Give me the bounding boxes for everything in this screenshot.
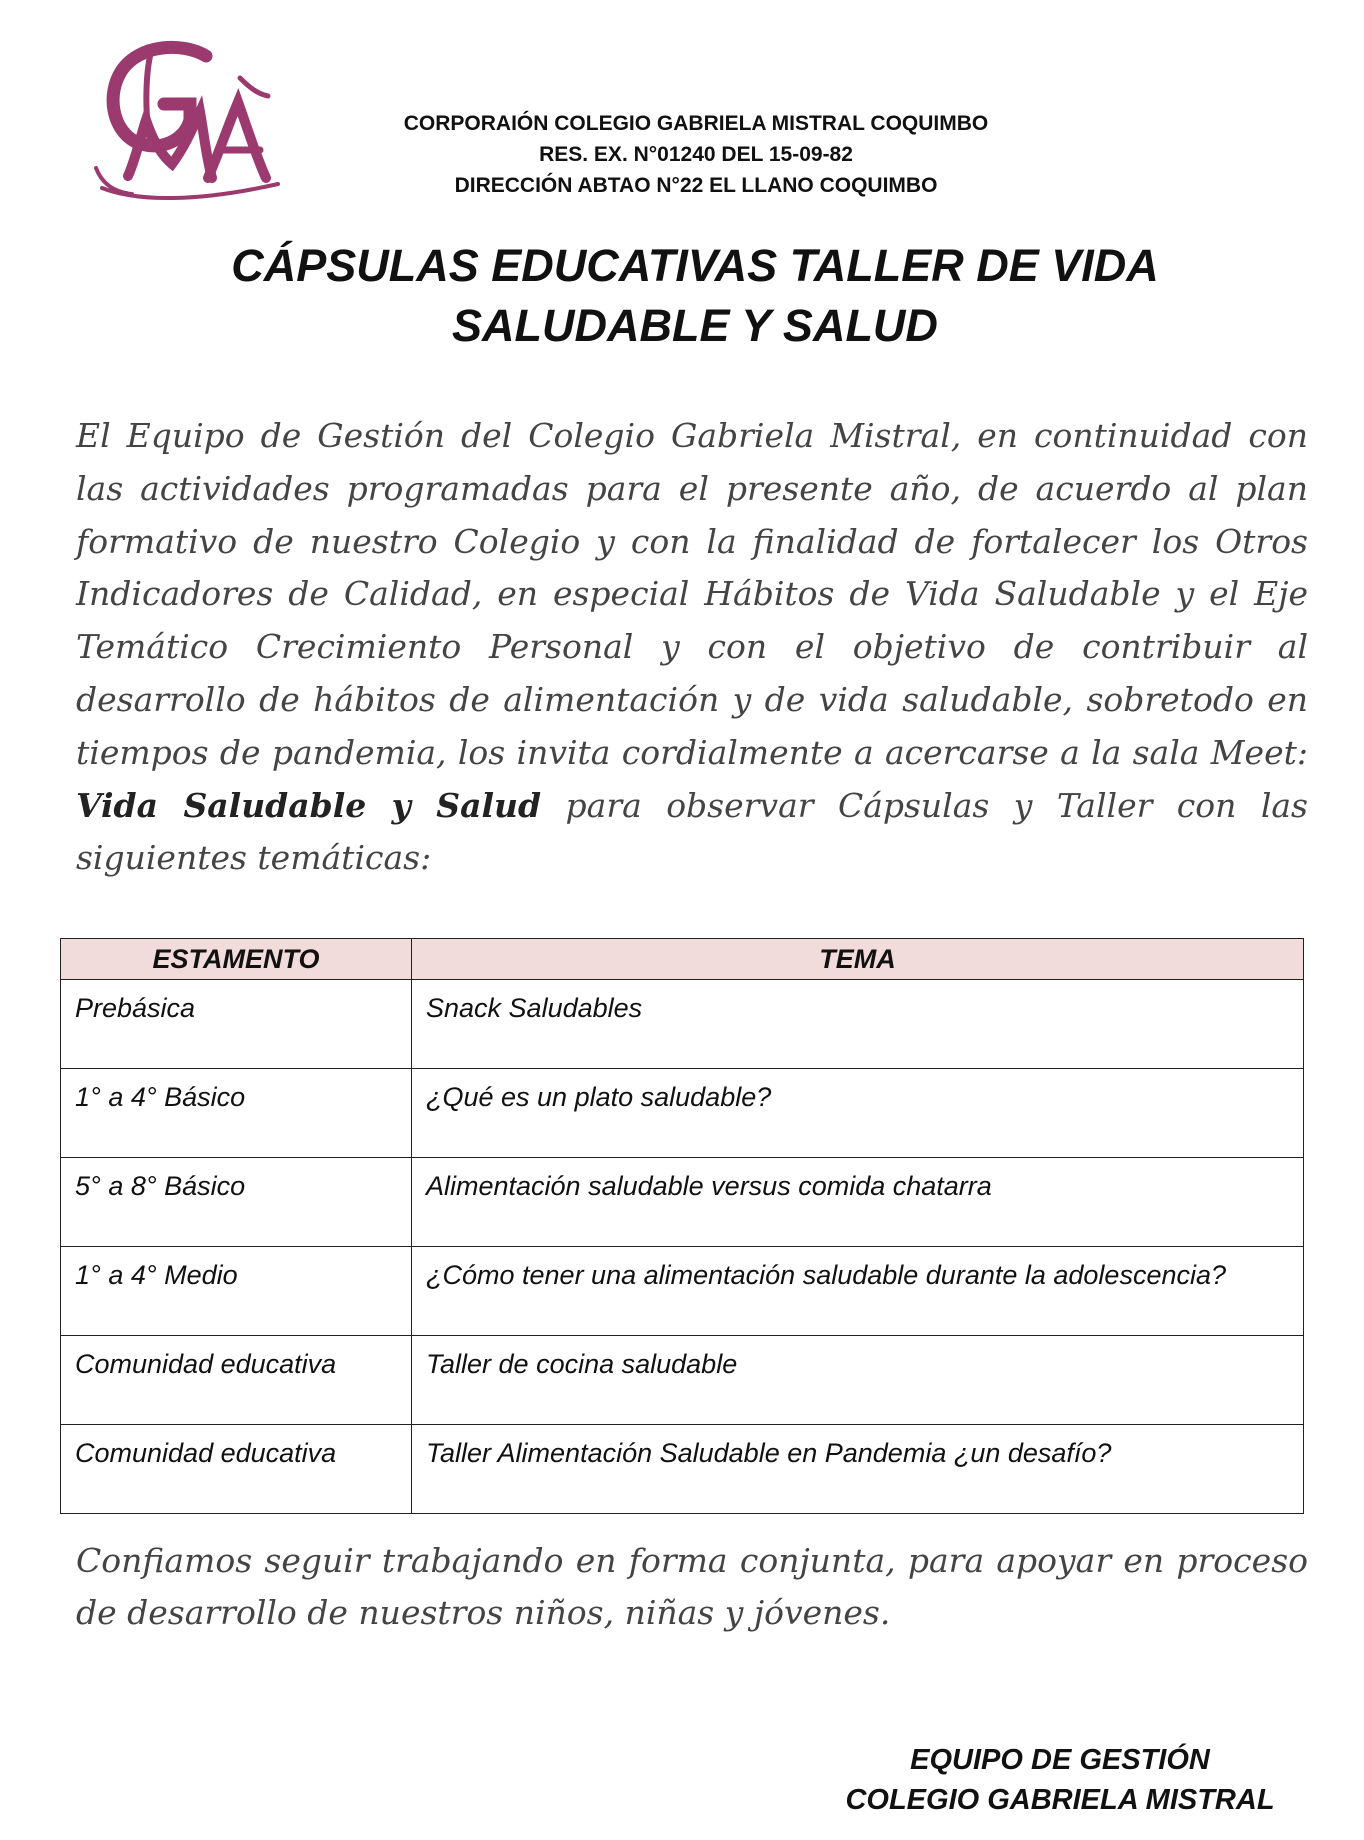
tema-cell: Alimentación saludable versus comida chatarra bbox=[412, 1158, 1304, 1247]
paragraph-text-before: El Equipo de Gestión del Colegio Gabriela Mistral, en continuidad con las actividades programadas para el presente año, de acuerdo al plan formativo de nuestro Colegio y con la finalidad de fortalecer los Otros Indicadores de Calidad, en especial Hábitos de Vida Saludable y el Eje Temático Crecimiento Personal y con el objetivo de contribuir al desarrollo de hábitos de alimentación y de vida saludable, sobretodo en tiempos de pandemia, los invita cordialmente a acercarse a la sala Meet: bbox=[76, 416, 1308, 772]
closing-paragraph: Confiamos seguir trabajando en forma conjunta, para apoyar en proceso de desarrollo de nuestros niños, niñas y jóvenes. bbox=[76, 1541, 1308, 1632]
school-monogram-logo-icon bbox=[88, 38, 288, 208]
estamento-cell: 1° a 4° Medio bbox=[61, 1247, 412, 1336]
estamento-cell: 5° a 8° Básico bbox=[61, 1158, 412, 1247]
title-line-2: SALUDABLE Y SALUD bbox=[452, 300, 938, 351]
table-row bbox=[61, 1158, 1304, 1247]
header-line-resolution: RES. EX. N°01240 DEL 15-09-82 bbox=[539, 143, 853, 166]
tema-cell: Snack Saludables bbox=[412, 980, 1304, 1069]
table-row bbox=[61, 1425, 1304, 1514]
title-line-1: CÁPSULAS EDUCATIVAS TALLER DE VIDA bbox=[231, 240, 1159, 291]
table-row bbox=[61, 980, 1304, 1069]
table-row bbox=[61, 1336, 1304, 1425]
school-header bbox=[360, 108, 1032, 201]
document-title bbox=[150, 236, 1240, 356]
column-header-estamento: ESTAMENTO bbox=[61, 939, 412, 980]
signature-line-school: COLEGIO GABRIELA MISTRAL bbox=[845, 1784, 1275, 1816]
tema-cell: Taller de cocina saludable bbox=[412, 1336, 1304, 1425]
estamento-cell: Prebásica bbox=[61, 980, 412, 1069]
header-line-address: DIRECCIÓN ABTAO N°22 EL LLANO COQUIMBO bbox=[454, 174, 938, 197]
estamento-cell: 1° a 4° Básico bbox=[61, 1069, 412, 1158]
invitation-paragraph bbox=[76, 410, 1308, 885]
header-line-corporation: CORPORAIÓN COLEGIO GABRIELA MISTRAL COQUIMBO bbox=[403, 112, 989, 135]
tema-cell: Taller Alimentación Saludable en Pandemia ¿un desafío? bbox=[412, 1425, 1304, 1514]
meet-room-name: Vida Saludable y Salud bbox=[76, 785, 542, 825]
table-header-row bbox=[61, 939, 1304, 980]
themes-table bbox=[60, 938, 1304, 1514]
paragraph-text-after: para observar Cápsulas y Taller con las siguientes temáticas: bbox=[76, 785, 1308, 878]
estamento-cell: Comunidad educativa bbox=[61, 1336, 412, 1425]
table-row bbox=[61, 1247, 1304, 1336]
table-row bbox=[61, 1069, 1304, 1158]
tema-cell: ¿Qué es un plato saludable? bbox=[412, 1069, 1304, 1158]
tema-cell: ¿Cómo tener una alimentación saludable durante la adolescencia? bbox=[412, 1247, 1304, 1336]
estamento-cell: Comunidad educativa bbox=[61, 1425, 412, 1514]
signature-block bbox=[820, 1740, 1300, 1820]
signature-line-team: EQUIPO DE GESTIÓN bbox=[910, 1744, 1210, 1776]
column-header-tema: TEMA bbox=[412, 939, 1304, 980]
